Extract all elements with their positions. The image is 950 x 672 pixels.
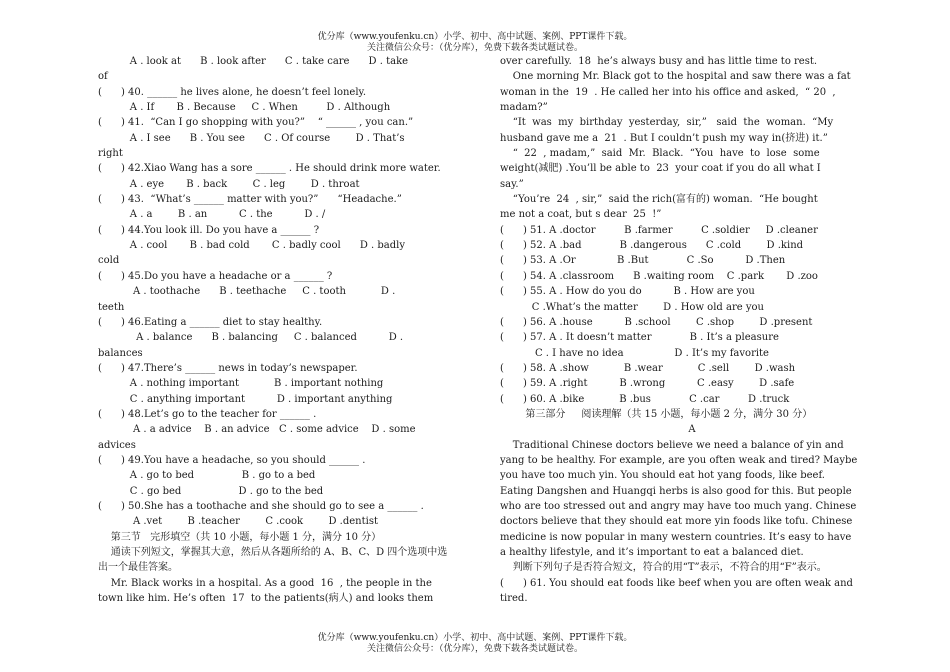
- left-column-line: ( ) 41. “Can I go shopping with you?” “ ______ , you can.”: [98, 117, 414, 129]
- right-column-line: doctors believe that they should eat more yin foods like tofu. Chinese: [500, 516, 853, 528]
- right-column-line: ( ) 54. A .classroom B .waiting room C .park D .zoo: [500, 270, 818, 282]
- left-column-line: town like him. He’s often 17 to the patients(病人) and looks them: [98, 593, 434, 605]
- left-column-line: A . toothache B . teethache C . tooth D .: [98, 286, 396, 298]
- right-column-line: yang to be healthy. For example, are you often weak and tired? Maybe: [500, 454, 858, 466]
- left-column-line: A . cool B . bad cold C . badly cool D . badly: [98, 240, 405, 252]
- left-column-line: A . balance B . balancing C . balanced D .: [98, 332, 404, 344]
- header-line-1: 优分库（www.youfenku.cn）小学、初中、高中试题、案例、PPT课件下载。: [317, 32, 633, 42]
- left-column-line: of: [98, 71, 108, 83]
- left-column-line: ( ) 42.Xiao Wang has a sore ______ . He should drink more water.: [98, 163, 441, 175]
- left-column-line: ( ) 50.She has a toothache and she should go to see a ______ .: [98, 500, 424, 512]
- header-line-2: 关注微信公众号：（优分库），免费下载各类试题试卷。: [366, 43, 583, 53]
- right-column-line: say.”: [500, 178, 524, 190]
- right-column-line: ( ) 59. A .right B .wrong C .easy D .safe: [500, 378, 795, 390]
- right-column-line: ( ) 52. A .bad B .dangerous C .cold D .kind: [500, 240, 804, 252]
- right-column-line: over carefully. 18 he’s always busy and has little time to rest.: [500, 56, 818, 67]
- left-column-line: ( ) 49.You have a headache, so you should ______ .: [98, 454, 366, 466]
- left-column-line: ( ) 47.There’s ______ news in today’s newspaper.: [98, 362, 358, 374]
- right-column-line: ( ) 56. A .house B .school C .shop D .present: [500, 316, 813, 328]
- left-column-line: Mr. Black works in a hospital. As a good 16 , the people in the: [98, 577, 432, 589]
- footer-line-2: 关注微信公众号：（优分库），免费下载各类试题试卷。: [366, 644, 583, 654]
- left-column-line: 通读下列短文，掌握其大意，然后从各题所给的 A、B、C、D 四个选项中选: [98, 547, 448, 558]
- left-column-line: A .vet B .teacher C .cook D .dentist: [98, 516, 378, 528]
- right-column-line: madam?”: [500, 102, 548, 114]
- left-column-line: A . a B . an C . the D . /: [98, 209, 326, 221]
- left-column-line: A . eye B . back C . leg D . throat: [98, 178, 360, 190]
- left-column-line: balances: [98, 347, 143, 359]
- left-column-line: cold: [98, 255, 120, 267]
- right-column-line: One morning Mr. Black got to the hospital and saw there was a fat: [500, 71, 851, 83]
- left-column-line: ( ) 43. “What’s ______ matter with you?” “Headache.”: [98, 194, 402, 206]
- page-footer: [0, 633, 950, 655]
- left-column-line: teeth: [98, 301, 125, 313]
- left-column-line: ( ) 44.You look ill. Do you have a ______ ?: [98, 224, 320, 236]
- right-column-line: “It was my birthday yesterday, sir,” said the woman. “My: [500, 117, 834, 129]
- right-column-line: who are too stressed out and angry may have too much yang. Chinese: [500, 500, 857, 512]
- left-column-line: A . nothing important B . important nothing: [98, 378, 384, 390]
- left-column-line: ( ) 46.Eating a ______ diet to stay healthy.: [98, 316, 323, 328]
- right-column-line: A: [688, 424, 696, 436]
- right-column-line: ( ) 57. A . It doesn’t matter B . It’s a pleasure: [500, 332, 779, 344]
- left-column-line: C . anything important D . important anything: [98, 393, 393, 405]
- right-column-line: C .What’s the matter D . How old are you: [500, 301, 764, 313]
- right-column-line: ( ) 58. A .show B .wear C .sell D .wash: [500, 362, 796, 374]
- right-column-line: medicine is now popular in many western countries. It’s easy to have: [500, 531, 852, 543]
- left-column-line: ( ) 45.Do you have a headache or a ______ ?: [98, 270, 333, 282]
- right-column-line: woman in the 19 . He called her into his office and asked, “ 20 ,: [500, 86, 836, 98]
- left-column-line: right: [98, 148, 123, 160]
- right-column-line: husband gave me a 21 . But I couldn’t push my way in(挤进) it.”: [500, 132, 828, 144]
- page-header: [0, 32, 950, 54]
- right-column-line: “ 22 , madam,” said Mr. Black. “You have to lose some: [500, 148, 820, 160]
- left-column-line: 出一个最佳答案。: [98, 562, 178, 574]
- right-column-line: ( ) 55. A . How do you do B . How are you: [500, 286, 755, 298]
- left-column-line: ( ) 40. ______ he lives alone, he doesn’t feel lonely.: [98, 86, 367, 98]
- right-column-line: 判断下列句子是否符合短文，符合的用“T”表示，不符合的用“F”表示。: [500, 562, 827, 574]
- left-column-line: A . look at B . look after C . take care D . take: [98, 56, 409, 67]
- right-column-line: “You’re 24 , sir,” said the rich(富有的) woman. “He bought: [500, 194, 818, 206]
- right-column-line: 第三部分 阅读理解（共 15 小题，每小题 2 分，满分 30 分）: [500, 408, 813, 420]
- right-column-line: ( ) 60. A .bike B .bus C .car D .truck: [500, 393, 790, 405]
- right-column-line: tired.: [500, 593, 528, 605]
- right-column: [500, 54, 884, 606]
- left-column-line: 第三节 完形填空（共 10 小题，每小题 1 分，满分 10 分）: [98, 531, 382, 543]
- right-column-line: a healthy lifestyle, and it’s important to eat a balanced diet.: [500, 547, 804, 558]
- right-column-line: ( ) 53. A .Or B .But C .So D .Then: [500, 255, 786, 267]
- left-column-line: C . go bed D . go to the bed: [98, 485, 324, 497]
- right-column-line: ( ) 51. A .doctor B .farmer C .soldier D .cleaner: [500, 224, 818, 236]
- left-column-line: ( ) 48.Let’s go to the teacher for ______ .: [98, 408, 317, 420]
- right-column-line: weight(减肥) .You’ll be able to 23 your coat if you do all what I: [500, 163, 821, 175]
- left-column-line: A . I see B . You see C . Of course D . That’s: [98, 132, 405, 144]
- right-column-line: you have too much yin. You should eat hot yang foods, like beef.: [500, 470, 825, 482]
- left-column-line: A . go to bed B . go to a bed: [98, 470, 316, 482]
- footer-line-1: 优分库（www.youfenku.cn）小学、初中、高中试题、案例、PPT课件下载。: [317, 633, 633, 643]
- left-column-line: advices: [98, 439, 136, 451]
- right-column-line: ( ) 61. You should eat foods like beef when you are often weak and: [500, 577, 853, 589]
- right-column-line: C . I have no idea D . It’s my favorite: [500, 347, 769, 359]
- left-column: [98, 54, 481, 606]
- right-column-line: Eating Dangshen and Huangqi herbs is also good for this. But people: [500, 485, 852, 497]
- left-column-line: A . a advice B . an advice C . some advice D . some: [98, 424, 416, 436]
- right-column-line: Traditional Chinese doctors believe we need a balance of yin and: [500, 439, 844, 451]
- left-column-line: A . If B . Because C . When D . Although: [98, 102, 391, 114]
- right-column-line: me not a coat, but s dear 25 !”: [500, 209, 662, 221]
